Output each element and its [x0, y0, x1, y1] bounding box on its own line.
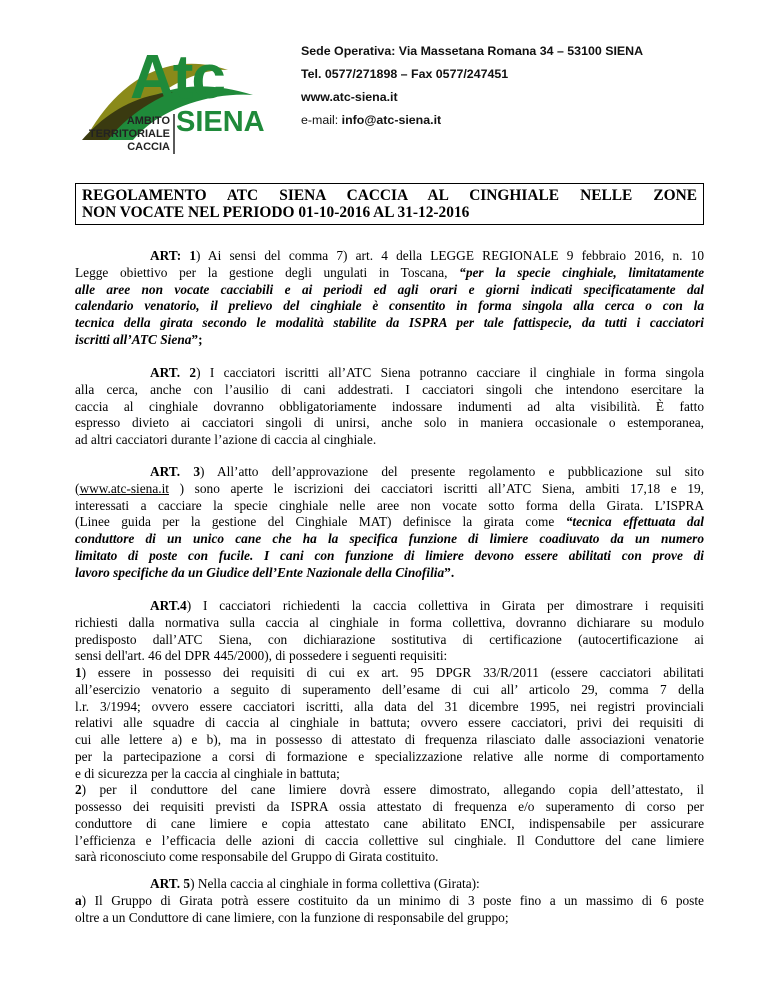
- art4-line: ART.4) I cacciatori richiedenti la caccia collettiva in Girata per dimostrare i requisiti: [150, 598, 704, 613]
- art4-line: e di sicurezza per la caccia al cinghiale in battuta;: [75, 765, 340, 781]
- contact-phone: Tel. 0577/271898 – Fax 0577/247451: [301, 67, 509, 81]
- art1-line: ART: 1) Ai sensi del comma 7) art. 4 della LEGGE REGIONALE 9 febbraio 2016, n. 10: [150, 248, 704, 263]
- contact-block: [301, 40, 643, 132]
- article-5: [75, 876, 704, 926]
- art2-line: alla cerca, anche con l’ausilio di cani addestrati. I cacciatori singoli che intendono esercitare la: [75, 381, 704, 397]
- contact-email-row: [301, 109, 643, 132]
- art3-website-link[interactable]: www.atc-siena.it: [79, 480, 169, 496]
- art4-line: relativi alle squadre di caccia al cinghiale in battuta; ovvero essere cacciatori, privi dei requisiti di: [75, 715, 704, 731]
- art4-line: possesso dei requisiti previsti da ISPRA ossia attestato di frequenza e/o superamento di corso per: [75, 799, 704, 814]
- art5-line: oltre a un Conduttore di cane limiere, con la funzione di responsabile del gruppo;: [75, 909, 509, 925]
- art3-line: lavoro specifiche da un Giudice dell’Ente Nazionale della Cinofilia”.: [75, 564, 455, 580]
- art4-line: richiesti dalla normativa sulla caccia al cinghiale in forma collettiva, dovranno dichiarare su modulo: [75, 614, 704, 630]
- art1-line: alle aree non vocate cacciabili e ai periodi ed agli orari e giorni indicati specificatamente dal: [75, 281, 704, 297]
- document-title-box: [75, 183, 704, 225]
- art4-line: predisposto dall’ATC Siena, con dichiarazione sostitutiva di certificazione (autocertificazione ai: [75, 631, 704, 647]
- art2-line: caccia al cinghiale dovranno obbligatoriamente indossare indumenti ad alta visibilità. È fatto: [75, 398, 704, 414]
- document-title-line-1: REGOLAMENTO ATC SIENA CACCIA AL CINGHIALE NELLE ZONE: [82, 187, 697, 204]
- art5-line: ART. 5) Nella caccia al cinghiale in forma collettiva (Girata):: [150, 876, 480, 891]
- art1-line: Legge obiettivo per la gestione degli ungulati in Toscana, “per la specie cinghiale, limitatamente: [75, 264, 704, 280]
- logo-brand-sub: SIENA: [176, 106, 265, 138]
- article-2: [75, 365, 704, 449]
- atc-siena-logo: [78, 40, 290, 158]
- art4-line: cui alle lettere a) e b), ma in possesso di attestato di frequenza rilasciato dalle associazioni venatorie: [75, 732, 704, 747]
- contact-email[interactable]: info@atc-siena.it: [341, 113, 442, 127]
- art3-line: limitato di poste con fucile. I cani con funzione di limiere devono essere abilitati con prove di: [75, 547, 704, 563]
- art1-line: iscritti all’ATC Siena”;: [75, 331, 203, 347]
- article-1: [75, 248, 704, 349]
- art2-line: ad altri cacciatori durante l’azione di caccia al cinghiale.: [75, 432, 377, 447]
- art3-line: (www.atc-siena.it ) sono aperte le iscrizioni dei cacciatori iscritti all’ATC Siena, ambiti 17,18 e 19,: [75, 480, 704, 496]
- art1-line: tecnica della girata secondo le modalità stabilite da ISPRA per tale fattispecie, da tutti i cacciatori: [75, 315, 704, 330]
- document-title-line-2: NON VOCATE NEL PERIODO 01-10-2016 AL 31-12-2016: [82, 203, 470, 221]
- art4-line: l’efficienza e l’efficacia delle azioni di caccia collettive sul cinghiale. Il Conduttore del cane limiere: [75, 832, 704, 848]
- art3-line: interessati a cacciare la specie cinghiale nelle aree non vocate sotto forma della Girata. L’ISPRA: [75, 497, 704, 513]
- art4-line: l.r. 3/1994; ovvero essere cacciatori iscritti, alla data del 31 dicembre 1995, nei registri provinciali: [75, 698, 704, 714]
- art4-line: sensi dell'art. 46 del DPR 445/2000), di possedere i seguenti requisiti:: [75, 648, 448, 664]
- logo-tag-line-2: TERRITORIALE: [88, 128, 170, 140]
- contact-website[interactable]: www.atc-siena.it: [301, 90, 398, 104]
- article-4: [75, 598, 704, 866]
- art3-line: (Linee guida per la gestione del Cinghiale MAT) definisce la girata come “tecnica effettuata dal: [75, 514, 704, 530]
- art4-line: sarà riconosciuto come responsabile del Gruppo di Girata costituito.: [75, 849, 439, 865]
- art5-line: a) Il Gruppo di Girata potrà essere costituito da un minimo di 3 poste fino a un massimo di 6 poste: [75, 892, 704, 908]
- logo-brand-main: Atc: [130, 43, 224, 112]
- article-3: [75, 464, 704, 581]
- contact-address: Sede Operativa: Via Massetana Romana 34 – 53100 SIENA: [301, 44, 644, 58]
- art4-line: per la partecipazione a corsi di formazione e specializzazione relative alle norme di comportamento: [75, 748, 704, 764]
- art3-line: ART. 3) All’atto dell’approvazione del presente regolamento e pubblicazione sul sito: [150, 464, 704, 479]
- art4-line: all’esercizio venatorio a seguito di superamento dell’esame di cui all’ articolo 29, comma 7 della: [75, 681, 704, 697]
- art4-line: conduttore di cane limiere e copia attestato cane abilitato ENCI, indispensabile per assicurare: [75, 815, 704, 831]
- art2-line: espresso divieto ai cacciatori singoli di unirsi, anche solo in maniera occasionale o estemporanea,: [75, 415, 704, 431]
- art2-line: ART. 2) I cacciatori iscritti all’ATC Siena potranno cacciare il cinghiale in forma singola: [150, 365, 704, 380]
- art3-line: conduttore di un unico cane che ha la specifica funzione di limiere coadiuvato da un numero: [75, 531, 704, 546]
- logo-tag-line-3: CACCIA: [127, 141, 170, 153]
- art4-line: 1) essere in possesso dei requisiti di cui ex art. 95 DPGR 33/R/2011 (essere cacciatori abilitati: [75, 665, 704, 680]
- logo-tag-line-1: AMBITO: [126, 115, 170, 127]
- art1-line: calendario venatorio, il prelievo del cinghiale è consentito in forma singola alla cerca o con la: [75, 298, 704, 314]
- art4-line: 2) per il conduttore del cane limiere dovrà essere dimostrato, allegando copia dell’attestato, il: [75, 782, 704, 798]
- contact-email-label: e-mail:: [301, 113, 342, 127]
